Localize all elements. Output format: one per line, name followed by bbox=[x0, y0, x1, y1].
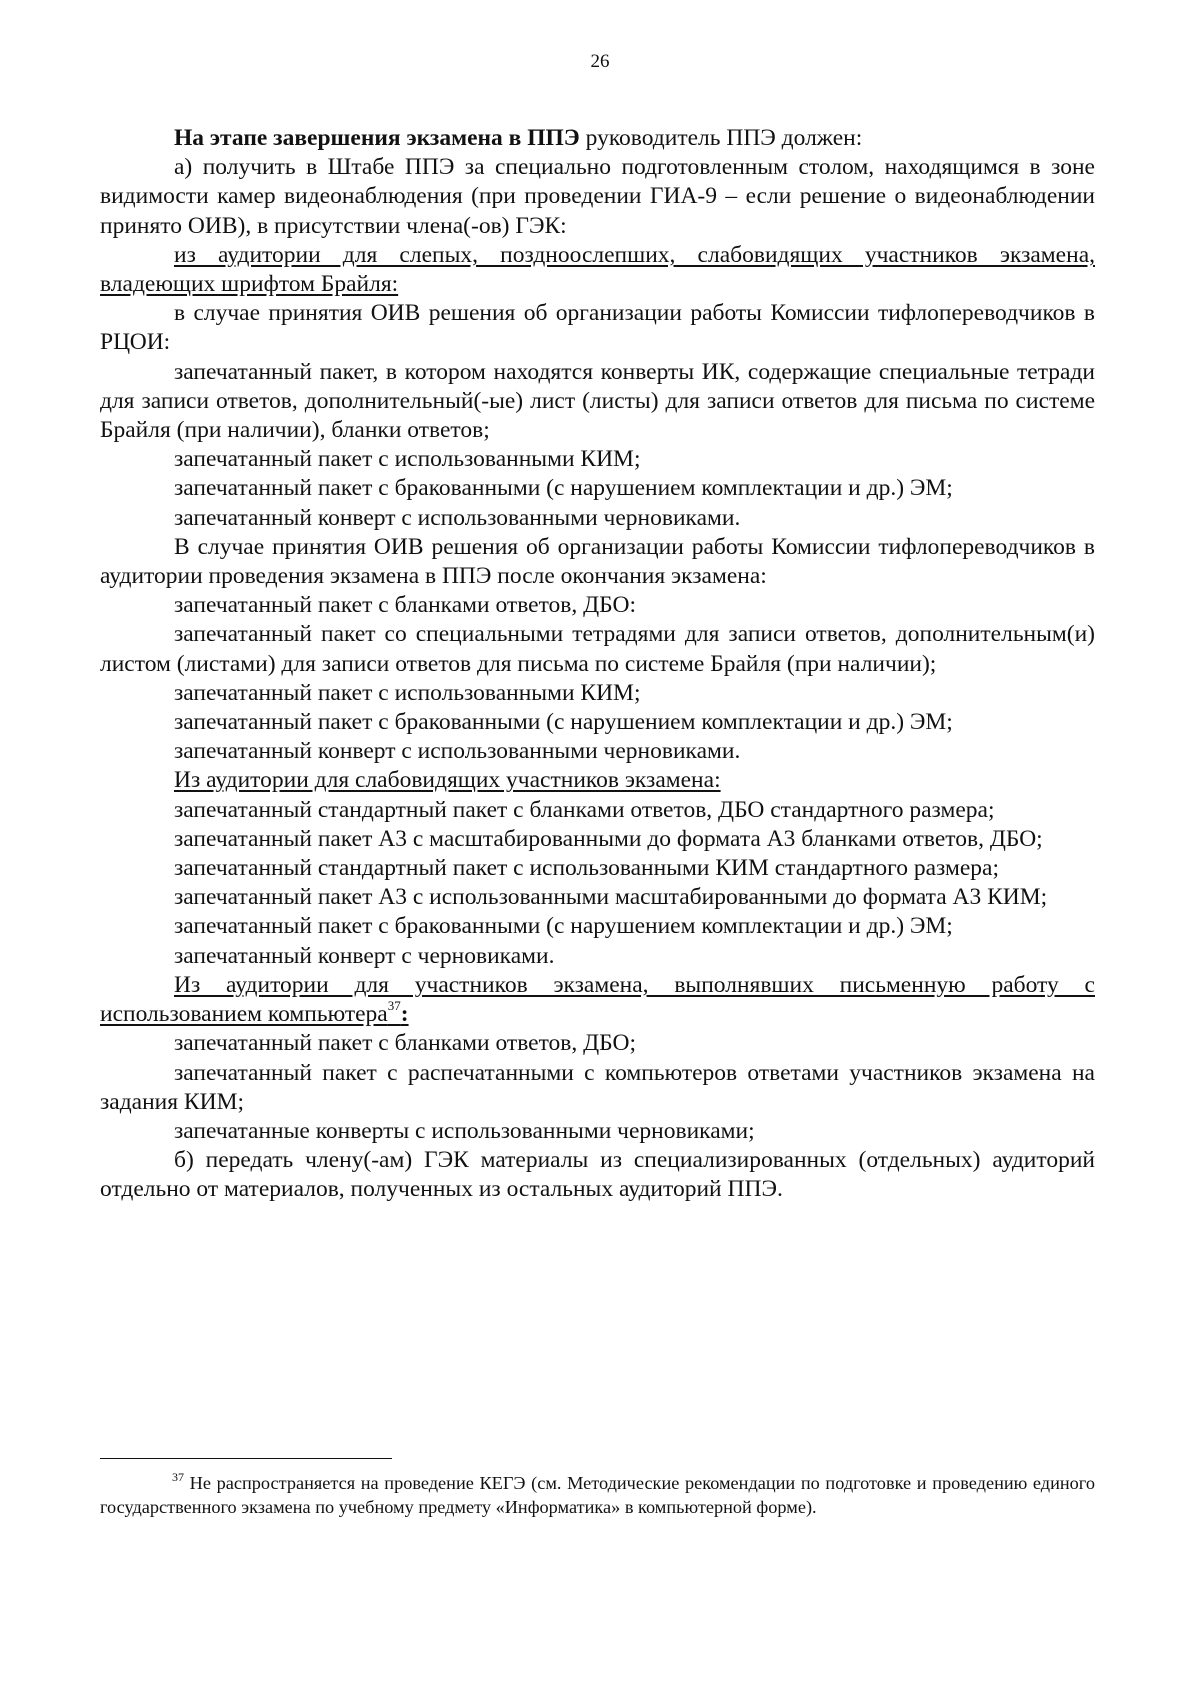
list-item: запечатанный конверт с использованными черновиками. bbox=[174, 738, 741, 765]
heading-computer-colon: : bbox=[400, 1001, 409, 1028]
heading-computer-text: Из аудитории для участников экзамена, выполнявших письменную работу с использованием компьютера bbox=[100, 971, 1095, 1028]
item-b-paragraph: б) передать члену(-ам) ГЭК материалы из специализированных (отдельных) аудиторий отдельно от материалов, полученных из остальных аудиторий ППЭ. bbox=[100, 1147, 1095, 1203]
list-item: запечатанный пакет, в котором находятся конверты ИК, содержащие специальные тетради для записи ответов, дополнительный(-ые) лист (листы) для записи ответов для письма по системе Брайля (при наличии), бланки ответов; bbox=[100, 358, 1095, 444]
list-item: запечатанный пакет с бракованными (с нарушением комплектации и др.) ЭМ; bbox=[174, 913, 953, 940]
footnote bbox=[100, 1469, 1095, 1519]
footnote-number: 37 bbox=[172, 1469, 184, 1484]
item-a-paragraph: а) получить в Штабе ППЭ за специально подготовленным столом, находящимся в зоне видимости камер видеонаблюдения (при проведении ГИА-9 – если решение о видеонаблюдении принято ОИВ), в присутствии члена(-ов) ГЭК: bbox=[100, 154, 1095, 239]
footnote-text: Не распространяется на проведение КЕГЭ (см. Методические рекомендации по подготовке и проведению единого государственного экзамена по учебному предмету «Информатика» в компьютерной форме). bbox=[100, 1473, 1095, 1517]
footnote-reference[interactable]: 37 bbox=[387, 998, 401, 1014]
list-item: запечатанный пакет с бракованными (с нарушением комплектации и др.) ЭМ; bbox=[174, 475, 953, 502]
intro-rest: руководитель ППЭ должен: bbox=[579, 125, 863, 151]
list-item: запечатанный конверт с черновиками. bbox=[174, 942, 555, 969]
list-item: запечатанный пакет с бракованными (с нарушением комплектации и др.) ЭМ; bbox=[174, 709, 953, 736]
list-item: запечатанные конверты с использованными черновиками; bbox=[174, 1117, 755, 1144]
page-number: 26 bbox=[590, 51, 610, 72]
list-item: запечатанный пакет с бланками ответов, ДБО; bbox=[174, 1030, 637, 1057]
list-item: запечатанный пакет с использованными КИМ; bbox=[174, 446, 641, 473]
list-item: запечатанный пакет А3 с масштабированными до формата А3 бланками ответов, ДБО; bbox=[174, 825, 1043, 852]
heading-low-vision-text: Из аудитории для слабовидящих участников экзамена: bbox=[174, 767, 721, 794]
heading-computer-underlined bbox=[100, 972, 1095, 1027]
list-item: запечатанный конверт с использованными черновиками. bbox=[174, 504, 741, 531]
intro-paragraph bbox=[100, 124, 1095, 153]
list-item: запечатанный пакет с бланками ответов, ДБО: bbox=[174, 592, 637, 619]
footnote-separator bbox=[100, 1458, 392, 1459]
list-item: запечатанный стандартный пакет с использованными КИМ стандартного размера; bbox=[174, 855, 999, 882]
list-item: запечатанный пакет А3 с использованными масштабированными до формата А3 КИМ; bbox=[174, 884, 1048, 911]
list-item: запечатанный пакет с распечатанными с компьютеров ответами участников экзамена на задания КИМ; bbox=[100, 1059, 1095, 1115]
intro-bold-heading: На этапе завершения экзамена в ППЭ bbox=[174, 125, 580, 151]
heading-computer bbox=[100, 971, 1095, 1029]
list-item: запечатанный стандартный пакет с бланками ответов, ДБО стандартного размера; bbox=[174, 796, 995, 823]
list-item: запечатанный пакет с использованными КИМ; bbox=[174, 679, 641, 706]
document-body bbox=[100, 124, 1095, 1205]
list-item: запечатанный пакет со специальными тетрадями для записи ответов, дополнительным(и) листом (листами) для записи ответов для письма по системе Брайля (при наличии); bbox=[100, 621, 1095, 677]
case-room-paragraph: В случае принятия ОИВ решения об организации работы Комиссии тифлопереводчиков в аудитории проведения экзамена в ППЭ после окончания экзамена: bbox=[100, 533, 1095, 590]
heading-blind-participants bbox=[100, 241, 1095, 299]
heading-low-vision bbox=[100, 766, 1095, 795]
heading-blind-text: из аудитории для слепых, поздноослепших, слабовидящих участников экзамена, владеющих шрифтом Брайля: bbox=[100, 241, 1095, 298]
case-rcoi-paragraph: в случае принятия ОИВ решения об организации работы Комиссии тифлопереводчиков в РЦОИ: bbox=[100, 300, 1095, 356]
